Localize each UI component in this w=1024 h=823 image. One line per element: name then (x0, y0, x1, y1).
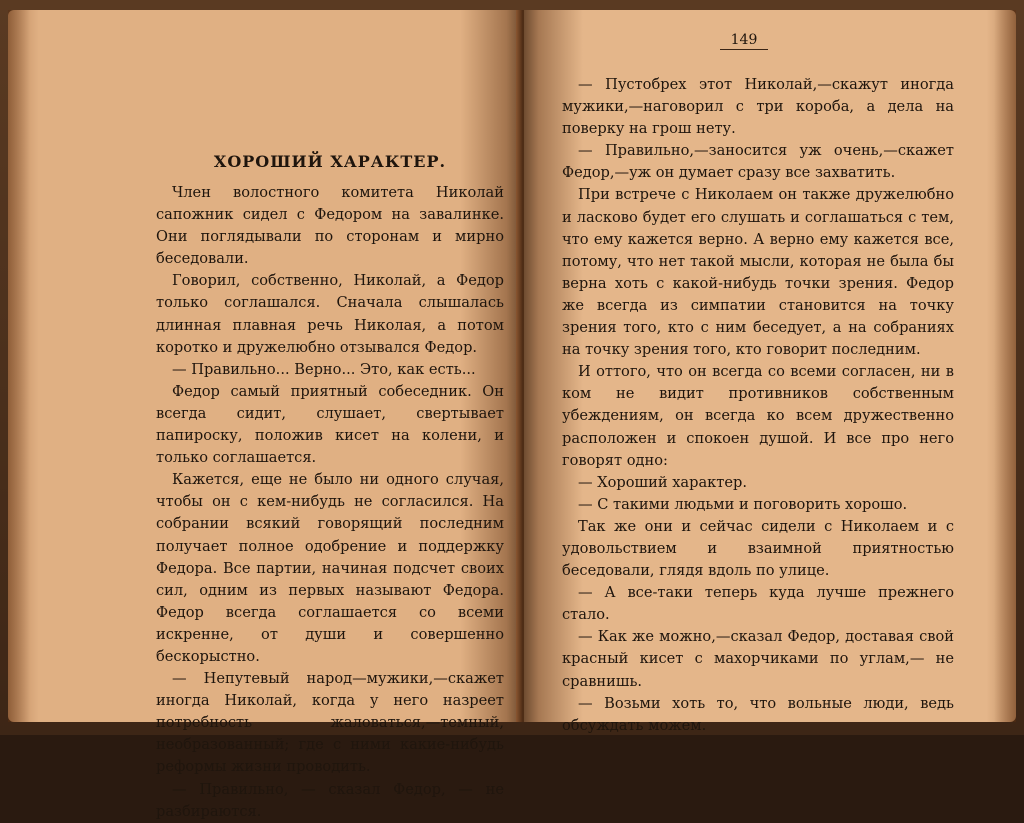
paragraph: — Как же можно,—сказал Федор, доставая свой красный кисет с махорчиками по углам,— не сравнишь. (562, 628, 954, 690)
paragraph: — Правильно, — сказал Федор, — не разбираются. (156, 780, 504, 820)
paragraph: И оттого, что он всегда со всеми согласен, ни в ком не видит противников собственным убеждениям, он всегда ко всем дружественно расположен и спокоен душой. И все про него говорят одно: (562, 363, 954, 469)
paragraph: — Хороший характер. (578, 473, 747, 491)
paragraph: — Правильно... Верно... Это, как есть... (172, 360, 476, 378)
paragraph: — Возьми хоть то, что вольные люди, ведь обсуждать можем. (562, 694, 954, 734)
page-number: 149 (720, 32, 768, 50)
paragraph: — Правильно,—заносится уж очень,—скажет Федор,—уж он думает сразу все захватить. (562, 142, 954, 182)
paragraph: При встрече с Николаем он также дружелюбно и ласково будет его слушать и соглашаться с тем, что ему кажется верно. А верно ему кажется все, потому, что нет такой мысли, которая не была бы верна хоть с какой-нибудь точки зрения. Федор же всегда из симпатии становится на точку зрения того, кто с ним беседует, а на собраниях на точку зрения того, кто говорит последним. (562, 186, 954, 359)
page-edge-shadow (994, 10, 1016, 722)
left-page (8, 10, 522, 820)
paragraph: Так же они и сейчас сидели с Николаем и с удовольствием и взаимной приятностью беседовали, глядя вдоль по улице. (562, 517, 954, 580)
right-page (524, 10, 1016, 734)
left-page-text (156, 182, 504, 823)
paragraph: — А все-таки теперь куда лучше прежнего стало. (562, 584, 954, 624)
paragraph: Кажется, еще не было ни одного случая, чтобы он с кем-нибудь не согласился. На собрании всякий говорящий последним получает полное одобрение и поддержку Федора. Все партии, начиная подсчет своих сил, одним из первых называют Федора. Федор всегда соглашается со всеми искренне, от души и совершенно бескорыстно. (156, 471, 504, 665)
paragraph: — С такими людьми и поговорить хорошо. (578, 495, 908, 513)
paragraph: Федор самый приятный собеседник. Он всегда сидит, слушает, свертывает папироску, положив кисет на колени, и только соглашается. (156, 382, 504, 467)
page-edge-shadow (8, 10, 30, 722)
paragraph: — Пустобрех этот Николай,—скажут иногда мужики,—наговорил с три короба, а дела на поверку на грош нету. (562, 76, 954, 138)
paragraph: Говорил, собственно, Николай, а Федор только соглашался. Сначала слышалась длинная плавная речь Николая, а потом коротко и дружелюбно отзывался Федор. (156, 272, 504, 356)
story-title: ХОРОШИЙ ХАРАКТЕР. (213, 152, 447, 171)
paragraph: — Непутевый народ—мужики,—скажет иногда Николай, когда у него назреет потребность жаловаться,—темный, необразованный; где с ними какие-нибудь реформы жизни проводить. (156, 670, 504, 776)
right-page-text (562, 74, 954, 737)
paragraph: Член волостного комитета Николай сапожник сидел с Федором на завалинке. Они поглядывали по сторонам и мирно беседовали. (156, 184, 504, 268)
